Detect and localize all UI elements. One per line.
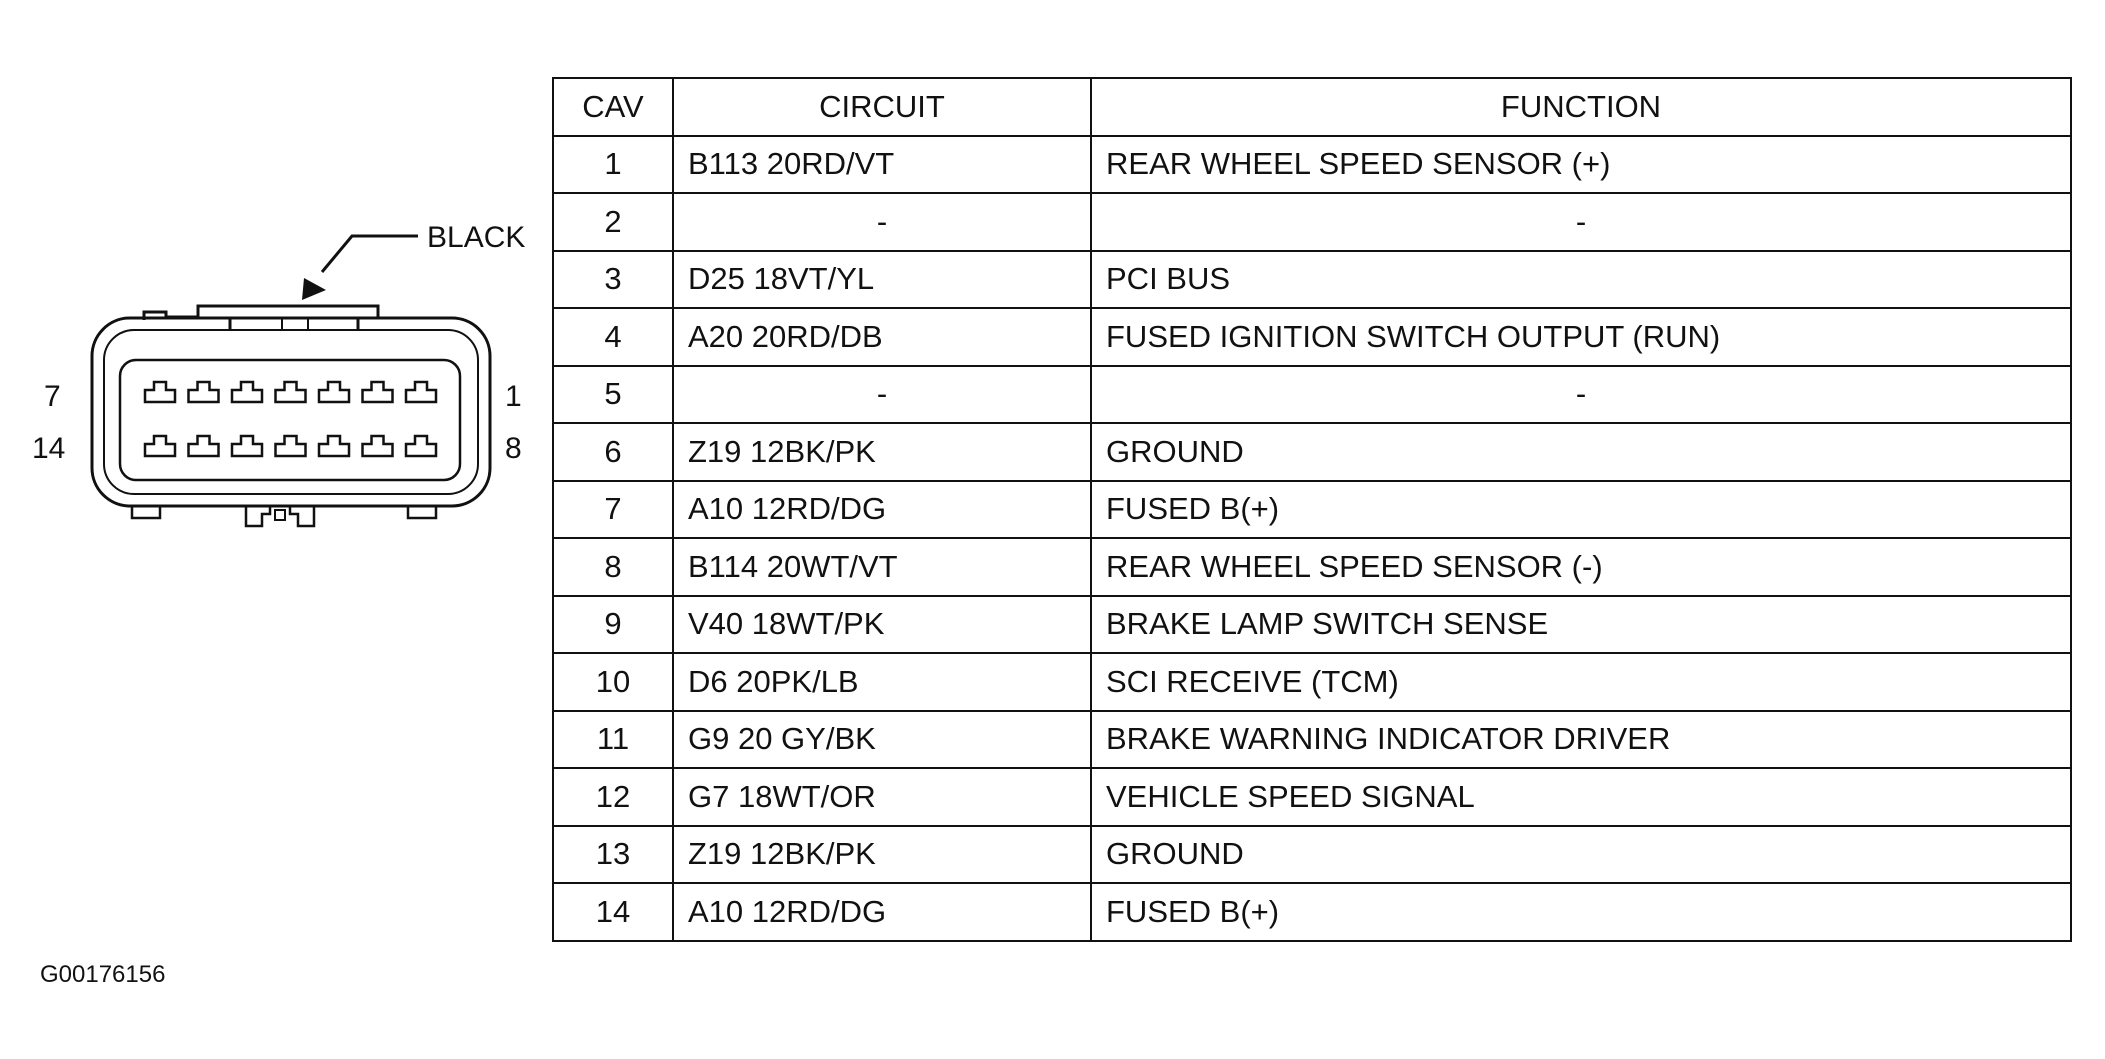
cav-cell: 5 — [553, 366, 673, 424]
cav-cell: 13 — [553, 826, 673, 884]
pinout-table — [552, 77, 2072, 942]
header-function: FUNCTION — [1091, 78, 2071, 136]
function-cell: SCI RECEIVE (TCM) — [1091, 653, 2071, 711]
cav-cell: 4 — [553, 308, 673, 366]
table-row — [553, 193, 2071, 251]
table-body — [553, 136, 2071, 941]
table-row — [553, 481, 2071, 539]
connector-drawing — [0, 0, 560, 600]
function-cell: FUSED B(+) — [1091, 883, 2071, 941]
table-row — [553, 136, 2071, 194]
cav-cell: 14 — [553, 883, 673, 941]
circuit-cell: A10 12RD/DG — [673, 481, 1091, 539]
cav-cell: 9 — [553, 596, 673, 654]
table-row — [553, 711, 2071, 769]
circuit-cell: A20 20RD/DB — [673, 308, 1091, 366]
table-row — [553, 366, 2071, 424]
cav-cell: 10 — [553, 653, 673, 711]
circuit-cell: B113 20RD/VT — [673, 136, 1091, 194]
circuit-cell: D6 20PK/LB — [673, 653, 1091, 711]
circuit-cell: Z19 12BK/PK — [673, 423, 1091, 481]
figure-id: G00176156 — [40, 961, 166, 988]
cav-cell: 2 — [553, 193, 673, 251]
leader-arrowhead — [302, 278, 326, 300]
table-row — [553, 538, 2071, 596]
circuit-cell: Z19 12BK/PK — [673, 826, 1091, 884]
circuit-cell: - — [673, 366, 1091, 424]
cav-cell: 7 — [553, 481, 673, 539]
table-row — [553, 596, 2071, 654]
table-header-row — [553, 78, 2071, 136]
bottom-key — [246, 506, 270, 526]
table-row — [553, 768, 2071, 826]
pin-label-top-left: 7 — [44, 380, 61, 413]
table-row — [553, 883, 2071, 941]
table-row — [553, 308, 2071, 366]
function-cell: PCI BUS — [1091, 251, 2071, 309]
table-row — [553, 251, 2071, 309]
circuit-cell: A10 12RD/DG — [673, 883, 1091, 941]
cav-cell: 6 — [553, 423, 673, 481]
cav-cell: 12 — [553, 768, 673, 826]
header-cav: CAV — [553, 78, 673, 136]
function-cell: GROUND — [1091, 826, 2071, 884]
table-row — [553, 423, 2071, 481]
circuit-cell: D25 18VT/YL — [673, 251, 1091, 309]
function-cell: VEHICLE SPEED SIGNAL — [1091, 768, 2071, 826]
table-row — [553, 653, 2071, 711]
connector-color-label: BLACK — [427, 221, 526, 254]
connector-diagram — [0, 0, 560, 600]
cav-cell: 3 — [553, 251, 673, 309]
header-circuit: CIRCUIT — [673, 78, 1091, 136]
pin-label-top-right: 1 — [505, 380, 522, 413]
circuit-cell: G9 20 GY/BK — [673, 711, 1091, 769]
pin-label-bottom-left: 14 — [32, 432, 66, 465]
function-cell: FUSED IGNITION SWITCH OUTPUT (RUN) — [1091, 308, 2071, 366]
table-row — [553, 826, 2071, 884]
circuit-cell: V40 18WT/PK — [673, 596, 1091, 654]
circuit-cell: G7 18WT/OR — [673, 768, 1091, 826]
circuit-cell: - — [673, 193, 1091, 251]
pin-label-bottom-right: 8 — [505, 432, 522, 465]
color-leader-line — [322, 236, 418, 272]
cav-cell: 11 — [553, 711, 673, 769]
function-cell: BRAKE WARNING INDICATOR DRIVER — [1091, 711, 2071, 769]
function-cell: FUSED B(+) — [1091, 481, 2071, 539]
circuit-cell: B114 20WT/VT — [673, 538, 1091, 596]
function-cell: - — [1091, 193, 2071, 251]
cav-cell: 1 — [553, 136, 673, 194]
function-cell: REAR WHEEL SPEED SENSOR (+) — [1091, 136, 2071, 194]
function-cell: GROUND — [1091, 423, 2071, 481]
function-cell: REAR WHEEL SPEED SENSOR (-) — [1091, 538, 2071, 596]
function-cell: - — [1091, 366, 2071, 424]
function-cell: BRAKE LAMP SWITCH SENSE — [1091, 596, 2071, 654]
cav-cell: 8 — [553, 538, 673, 596]
